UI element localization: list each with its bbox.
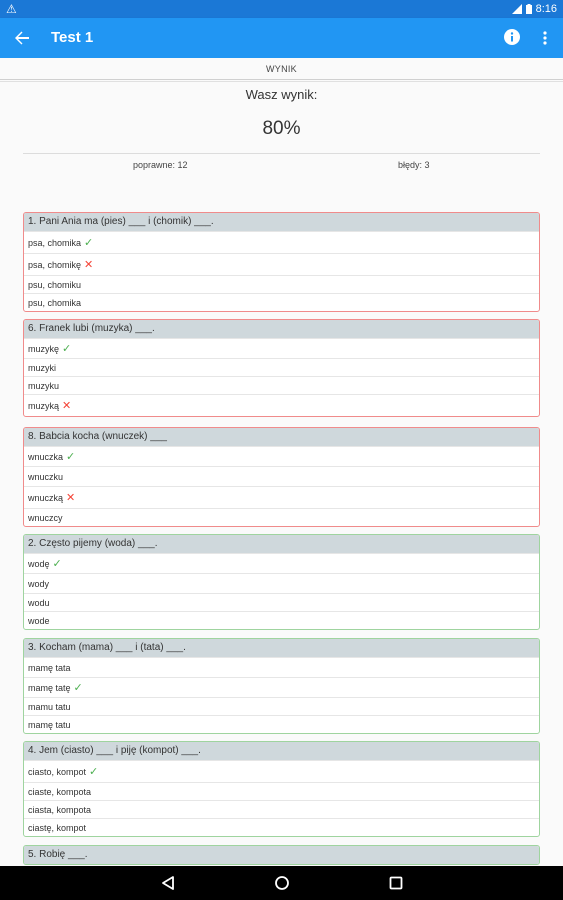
clock: 8:16 [535, 3, 557, 15]
status-bar [0, 0, 563, 18]
cross-icon: ✕ [66, 491, 76, 504]
answer-option [24, 657, 539, 677]
answer-text: psu, chomika [28, 297, 82, 308]
question-card-q4 [23, 741, 540, 837]
answer-option [24, 486, 539, 508]
answer-option [24, 593, 539, 611]
more-vert-icon [543, 31, 547, 45]
info-icon [503, 28, 521, 46]
score-value: 80% [262, 118, 301, 139]
answer-text: ciastę, kompot [28, 822, 87, 833]
arrow-left-icon [14, 30, 30, 46]
answer-text: mamę tata [28, 662, 71, 673]
tab-divider [0, 79, 563, 80]
question-text: 6. Franek lubi (muzyka) ___. [24, 320, 539, 338]
tab-wynik[interactable]: WYNIK [265, 64, 297, 74]
answer-option [24, 508, 539, 526]
back-triangle-icon[interactable] [160, 875, 176, 891]
wrong-count: błędy: 3 [398, 160, 430, 170]
answer-option [24, 275, 539, 293]
answer-text: muzyki [28, 362, 57, 373]
answer-text: wody [28, 578, 50, 589]
signal-icon [512, 4, 522, 14]
answer-option [24, 394, 539, 416]
answer-option [24, 466, 539, 486]
question-text: 8. Babcia kocha (wnuczek) ___ [24, 428, 539, 446]
answer-text: mamu tatu [28, 701, 71, 712]
overflow-menu-button[interactable] [539, 28, 551, 48]
answer-text: psu, chomiku [28, 279, 82, 290]
answer-text: wnuczka [28, 451, 64, 462]
question-card-q6 [23, 319, 540, 417]
answer-text: muzykę [28, 343, 60, 354]
answer-option [24, 573, 539, 593]
score-divider [23, 153, 540, 154]
answer-option [24, 715, 539, 733]
answer-text: wnuczku [28, 471, 64, 482]
answer-text: ciasto, kompot [28, 766, 87, 777]
question-card-q1 [23, 212, 540, 312]
answer-option [24, 231, 539, 253]
question-card-q2 [23, 534, 540, 630]
answer-text: wodu [28, 597, 50, 608]
answer-option [24, 782, 539, 800]
answer-text: wodę [28, 558, 50, 569]
answer-text: psa, chomika [28, 237, 82, 248]
check-icon: ✓ [66, 450, 76, 463]
question-text: 2. Często pijemy (woda) ___. [24, 535, 539, 553]
warning-icon: ⚠ [6, 2, 17, 16]
info-button[interactable] [503, 28, 521, 46]
question-text: 3. Kocham (mama) ___ i (tata) ___. [24, 639, 539, 657]
answer-option [24, 818, 539, 836]
answer-option [24, 253, 539, 275]
cross-icon: ✕ [84, 258, 94, 271]
answer-option [24, 446, 539, 466]
answer-option [24, 338, 539, 358]
answer-text: muzyku [28, 380, 60, 391]
answer-text: psa, chomikę [28, 259, 82, 270]
correct-count: poprawne: 12 [133, 160, 188, 170]
answer-text: ciaste, kompota [28, 786, 92, 797]
home-circle-icon[interactable] [274, 875, 290, 891]
answer-text: mamę tatę [28, 682, 71, 693]
answer-text: muzyką [28, 400, 60, 411]
question-card-q5 [23, 845, 540, 865]
answer-text: wnuczcy [28, 512, 63, 523]
answer-option [24, 800, 539, 818]
check-icon: ✓ [84, 236, 94, 249]
back-button[interactable] [10, 26, 34, 50]
answer-option [24, 358, 539, 376]
page-title: Test 1 [51, 29, 94, 46]
answer-option [24, 376, 539, 394]
answer-option [24, 697, 539, 715]
answer-option [24, 760, 539, 782]
answer-option [24, 611, 539, 629]
check-icon: ✓ [52, 557, 62, 570]
recents-square-icon[interactable] [388, 875, 404, 891]
nav-bar [0, 866, 563, 900]
question-card-q3 [23, 638, 540, 734]
answer-text: wode [28, 615, 50, 626]
question-text: 1. Pani Ania ma (pies) ___ i (chomik) ___. [24, 213, 539, 231]
question-text: 5. Robię ___. [24, 846, 539, 864]
check-icon: ✓ [73, 681, 83, 694]
answer-text: wnuczką [28, 492, 64, 503]
cross-icon: ✕ [62, 399, 72, 412]
question-card-q8 [23, 427, 540, 527]
app-bar [0, 18, 563, 58]
answer-option [24, 553, 539, 573]
battery-icon [526, 4, 532, 14]
question-text: 4. Jem (ciasto) ___ i piję (kompot) ___. [24, 742, 539, 760]
check-icon: ✓ [62, 342, 72, 355]
answer-text: mamę tatu [28, 719, 71, 730]
tab-divider-2 [0, 81, 563, 82]
check-icon: ✓ [89, 765, 99, 778]
answer-option [24, 293, 539, 311]
answer-option [24, 677, 539, 697]
answer-text: ciasta, kompota [28, 804, 92, 815]
content-area[interactable] [0, 58, 563, 866]
score-label: Wasz wynik: [245, 87, 318, 102]
